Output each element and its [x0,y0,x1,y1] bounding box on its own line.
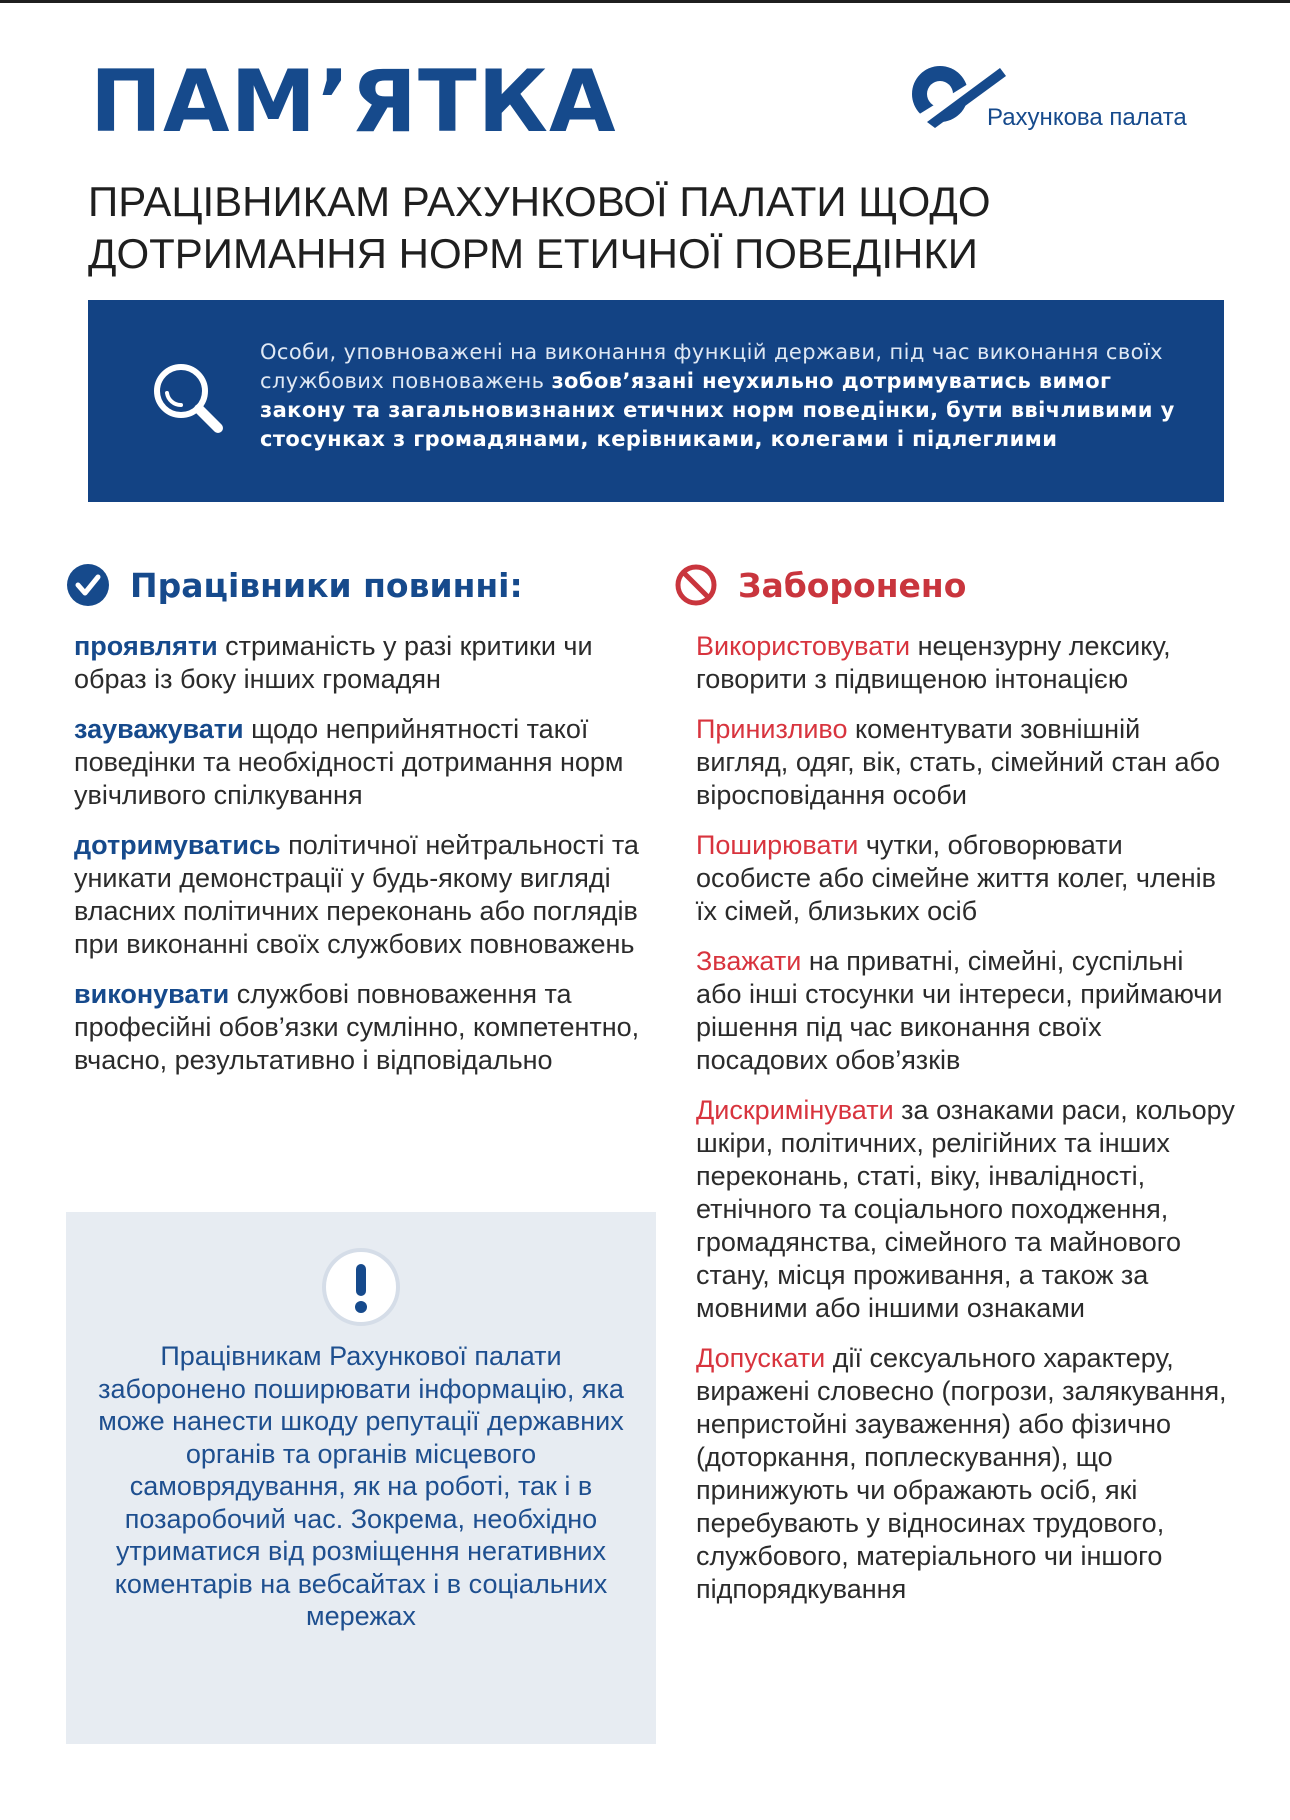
forbidden-list [696,630,1236,1623]
item-keyword: Допускати [696,1343,826,1373]
list-item [696,1342,1236,1606]
item-keyword: Використовувати [696,631,911,661]
item-text: чутки, обговорювати особисте або сімейне життя колег, членів їх сімей, близьких осіб [696,830,1217,926]
must-list [74,630,644,1094]
note-box [66,1212,656,1744]
logo-text: Рахункова палата [987,104,1187,131]
intro-text [260,338,1190,454]
list-item [696,630,1236,696]
item-text: політичної нейтральності та уникати демонстрації у будь-якому вигляді власних політичних переконань або поглядів при виконанні своїх службових повноважень [74,830,639,959]
intro-banner [88,300,1224,502]
list-item [74,829,644,961]
item-keyword: Принизливо [696,714,848,744]
list-item [74,630,644,696]
list-item [74,713,644,812]
item-keyword: виконувати [74,979,230,1009]
item-text: нецензурну лексику, говорити з підвищеною інтонацією [696,631,1171,694]
item-text: стриманість у разі критики чи образ із боку інших громадян [74,631,593,694]
item-text: дії сексуального характеру, виражені словесно (погрози, залякування, непристойні зауваження) або фізично (доторкання, поплескування), що принижують чи ображають осіб, які перебувають у відносинах трудового, службового, матеріального чи іншого підпорядкування [696,1343,1227,1604]
item-keyword: зауважувати [74,714,244,744]
item-text: на приватні, сімейні, суспільні або інші стосунки чи інтереси, приймаючи рішення під час виконання своїх посадових обов’язків [696,946,1223,1075]
page-title: ПАМ’ЯТКА [90,52,617,152]
list-item [696,945,1236,1077]
item-keyword: дотримуватись [74,830,281,860]
list-item [696,713,1236,812]
search-icon [148,358,228,438]
must-heading-label: Працівники повинні: [130,565,523,605]
note-text: Працівникам Рахункової палати заборонено поширювати інформацію, яка може нанести шкоду репутації державних органів та органів місцевого самоврядування, як на роботі, так і в позаробочий час. Зокрема, необхідно утриматися від розміщення негативних коментарів на вебсайтах і в соціальних мережах [98,1341,624,1631]
list-item [696,829,1236,928]
item-text: щодо неприйнятності такої поведінки та необхідності дотримання норм увічливого спілкування [74,714,624,810]
prohibited-icon [674,563,718,607]
check-circle-icon [66,563,110,607]
list-item [74,978,644,1077]
item-keyword: Поширювати [696,830,859,860]
intro-text-bold: зобов’язані неухильно дотримуватись вимог закону та загальновизнаних етичних норм поведінки, бути ввічливими у стосунках з громадянами, керівниками, колегами і підлеглими [260,369,1175,451]
exclamation-circle-icon [320,1246,402,1328]
top-border [0,0,1290,3]
item-text: коментувати зовнішній вигляд, одяг, вік, стать, сімейний стан або віросповідання особи [696,714,1220,810]
item-keyword: проявляти [74,631,218,661]
item-keyword: Дискримінувати [696,1095,894,1125]
forbidden-heading-label: Заборонено [738,565,967,605]
item-keyword: Зважати [696,946,802,976]
forbidden-heading [674,560,966,610]
page-subtitle: ПРАЦІВНИКАМ РАХУНКОВОЇ ПАЛАТИ ЩОДО ДОТРИМАННЯ НОРМ ЕТИЧНОЇ ПОВЕДІНКИ [88,178,991,277]
must-heading [66,560,523,610]
intro-text-regular: Особи, уповноважені на виконання функцій держави, під час виконання своїх службових повноважень [260,340,1163,393]
list-item [696,1094,1236,1325]
logo [905,60,1225,140]
item-text: службові повноваження та професійні обов’язки сумлінно, компетентно, вчасно, результативно і відповідально [74,979,640,1075]
item-text: за ознаками раси, кольору шкіри, політичних, релігійних та інших переконань, статі, віку, інвалідності, етнічного та соціального походження, громадянства, сімейного та майнового стану, місця проживання, а також за мовними або іншими ознаками [696,1095,1235,1323]
